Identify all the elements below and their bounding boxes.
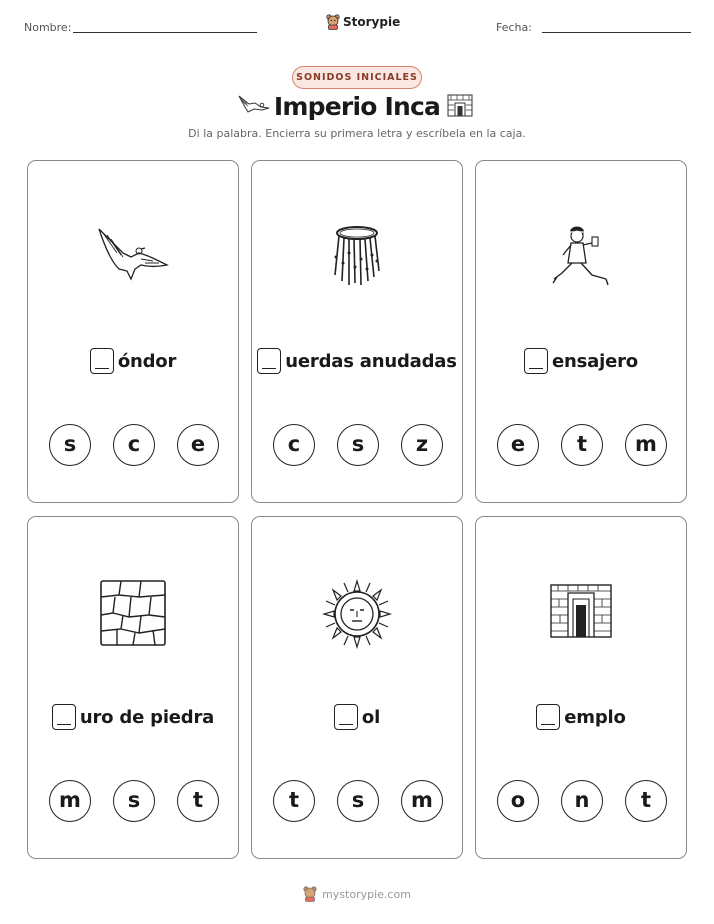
date-line[interactable] [542,32,691,33]
letter-choices [273,424,443,466]
letter-choice[interactable]: o [497,780,539,822]
letter-answer-box[interactable] [52,704,76,730]
date-label: Fecha: [496,21,532,34]
bear-icon [326,14,340,30]
letter-answer-box[interactable] [257,348,281,374]
letter-answer-box[interactable] [334,704,358,730]
topic-badge: SONIDOS INICIALES [292,66,422,89]
word-card-4 [27,516,239,859]
letter-choices [497,424,667,466]
word-card-6 [475,516,687,859]
brand-name: Storypie [343,15,401,29]
letter-choices [49,780,219,822]
word-card-3 [475,160,687,503]
letter-choice[interactable]: t [177,780,219,822]
word-ending: emplo [564,706,626,728]
messenger-icon [550,223,612,289]
temple-small-icon [446,92,474,118]
letter-choice[interactable]: t [625,780,667,822]
word-prompt [252,704,462,730]
word-ending: ol [361,706,381,728]
letter-choices [497,780,667,822]
footer [0,886,714,902]
word-ending: óndor [117,350,177,372]
condor-icon [95,223,171,283]
word-card-5 [251,516,463,859]
letter-choice[interactable]: m [49,780,91,822]
storypie-logo [326,14,400,30]
temple-icon [548,579,614,639]
bear-icon [303,886,317,902]
letter-choice[interactable]: m [401,780,443,822]
letter-answer-box[interactable] [536,704,560,730]
letter-choices [49,424,219,466]
letter-choice[interactable]: s [113,780,155,822]
letter-choice[interactable]: s [337,424,379,466]
name-line[interactable] [73,32,257,33]
letter-choice[interactable]: m [625,424,667,466]
stone-wall-icon [99,579,167,647]
letter-answer-box[interactable] [524,348,548,374]
word-card-1 [27,160,239,503]
letter-choice[interactable]: c [273,424,315,466]
letter-choice[interactable]: e [177,424,219,466]
word-card-2 [251,160,463,503]
letter-choice[interactable]: t [561,424,603,466]
letter-choices [273,780,443,822]
letter-choice[interactable]: n [561,780,603,822]
letter-choice[interactable]: e [497,424,539,466]
word-ending: uerdas anudadas [285,350,457,372]
word-ending: ensajero [552,350,638,372]
footer-url[interactable]: mystorypie.com [322,887,411,901]
instructions: Di la palabra. Encierra su primera letra y escríbela en la caja. [188,127,526,140]
word-prompt [252,348,462,374]
letter-choice[interactable]: t [273,780,315,822]
name-label: Nombre: [24,21,72,34]
letter-choice[interactable]: c [113,424,155,466]
word-prompt [28,348,238,374]
letter-choice[interactable]: z [401,424,443,466]
word-prompt [476,348,686,374]
sun-icon [322,579,392,649]
word-prompt [476,704,686,730]
letter-answer-box[interactable] [90,348,114,374]
word-ending: uro de piedra [79,706,215,728]
letter-choice[interactable]: s [337,780,379,822]
page-title: Imperio Inca [273,92,441,121]
letter-choice[interactable]: s [49,424,91,466]
quipu-icon [329,223,385,289]
word-prompt [28,704,238,730]
